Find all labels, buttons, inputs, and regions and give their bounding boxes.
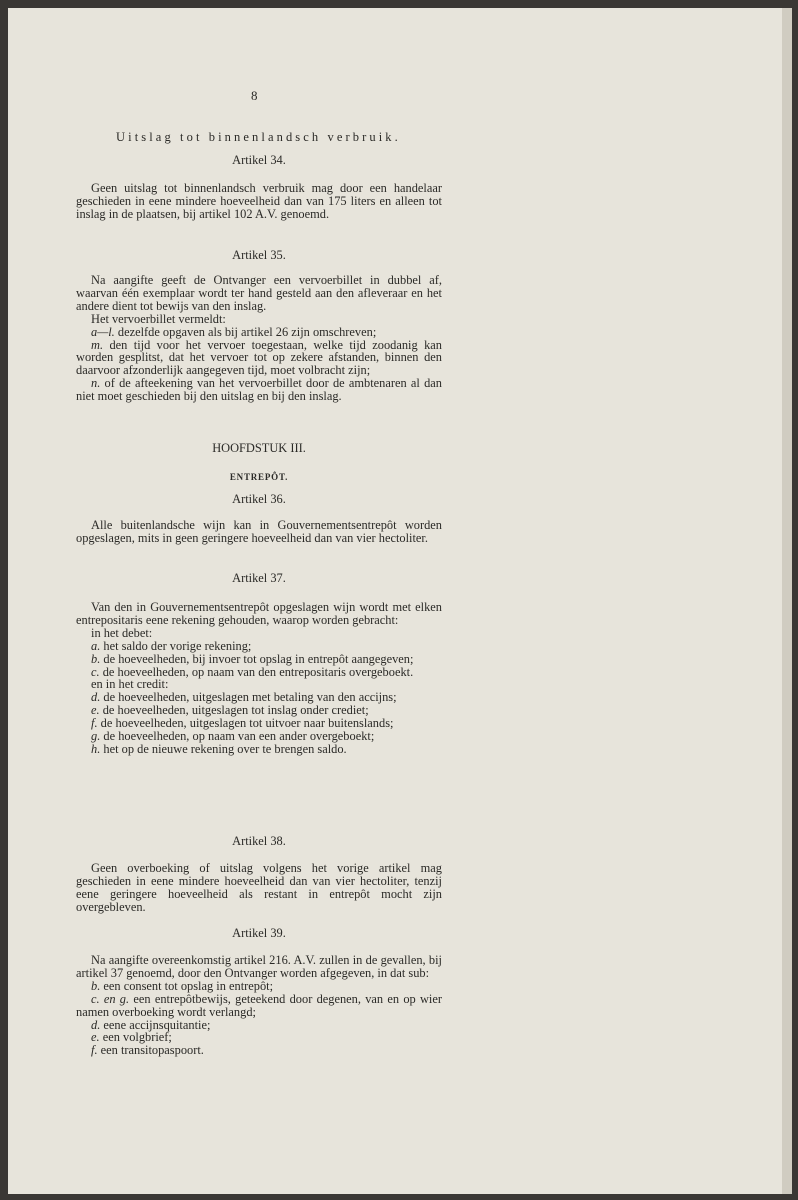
list-item: c. de hoeveelheden, op naam van den entrepositaris overgeboekt. [91, 664, 414, 679]
art36-heading: Artikel 36. [232, 492, 286, 506]
list-item: h. het op de nieuwe rekening over te brengen saldo. [91, 741, 347, 756]
art39-body [76, 954, 442, 1057]
debet-intro: in het debet: [91, 625, 153, 640]
art39-heading: Artikel 39. [232, 926, 286, 940]
section-title: Uitslag tot binnenlandsch verbruik. [116, 130, 401, 144]
list-item: a—l. dezelfde opgaven als bij artikel 26 zijn omschreven; [91, 324, 377, 339]
list-item: g. de hoeveelheden, op naam van een ander overgeboekt; [91, 729, 375, 744]
list-item: b. de hoeveelheden, bij invoer tot opslag in entrepôt aangegeven; [91, 651, 414, 666]
art38-heading: Artikel 38. [232, 834, 286, 848]
art34-heading: Artikel 34. [232, 153, 286, 167]
list-item: d. eene accijnsquitantie; [91, 1017, 211, 1032]
list-item: d. de hoeveelheden, uitgeslagen met betaling van den accijns; [91, 690, 397, 705]
art37-text: Van den in Gouvernementsentrepôt opgeslagen wijn wordt met elken entrepositaris eene rekening gehouden, waarop worden gebracht: [76, 600, 442, 627]
chapter-subheading: ENTREPÔT. [229, 472, 289, 482]
list-item: n. of de afteekening van het vervoerbillet door de ambtenaren al dan niet moet geschieden bij den uitslag en bij den inslag. [76, 376, 442, 404]
list-item: m. den tijd voor het vervoer toegestaan, welke tijd zoodanig kan worden gesplitst, dat het vervoer tot op zekere afstanden, binnen den daarvoor afzonderlijk aangegeven tijd, moet volbracht zijn; [76, 337, 442, 378]
art39-text: Na aangifte overeenkomstig artikel 216. A.V. zullen in de gevallen, bij artikel 37 genoemd, door den Ontvanger worden afgegeven, in dat sub: [76, 953, 442, 980]
credit-intro: en in het credit: [91, 677, 169, 692]
page-number: 8 [251, 88, 258, 103]
list-item: e. de hoeveelheden, uitgeslagen tot inslag onder crediet; [91, 703, 369, 718]
art36-text: Alle buitenlandsche wijn kan in Gouvernementsentrepôt worden opgeslagen, mits in geen geringere hoeveelheid dan van vier hectoliter. [76, 518, 442, 545]
art35-intro: Het vervoerbillet vermeldt: [91, 311, 226, 326]
list-item: a. het saldo der vorige rekening; [91, 638, 252, 653]
list-item: c. en g. een entrepôtbewijs, geteekend door degenen, van en op wier namen overboeking wordt verlangd; [76, 991, 442, 1019]
list-item: f. de hoeveelheden, uitgeslagen tot uitvoer naar buitenslands; [91, 716, 394, 731]
art38-text: Geen overboeking of uitslag volgens het vorige artikel mag geschieden in eene mindere hoeveelheid dan van vier hectoliter, tenzij eene geringere hoeveelheid als restant in entrepôt mocht zijn overgebleven. [76, 861, 442, 914]
list-item: f. een transitopaspoort. [91, 1043, 204, 1058]
art35-body [76, 274, 442, 403]
art37-body [76, 601, 442, 756]
art35-heading: Artikel 35. [232, 248, 286, 262]
art35-text: Na aangifte geeft de Ontvanger een vervoerbillet in dubbel af, waarvan één exemplaar wordt ter hand gesteld aan den afleveraar en het andere dient tot bewijs van den inslag. [76, 273, 442, 313]
art37-heading: Artikel 37. [232, 571, 286, 585]
list-item: b. een consent tot opslag in entrepôt; [91, 978, 274, 993]
list-item: e. een volgbrief; [91, 1030, 172, 1045]
page-edge [782, 8, 792, 1194]
art34-text: Geen uitslag tot binnenlandsch verbruik mag door een handelaar geschieden in eene mindere hoeveelheid dan van 175 liters en alleen tot inslag in de plaatsen, bij artikel 102 A.V. genoemd. [76, 181, 442, 221]
chapter-heading: HOOFDSTUK III. [212, 441, 306, 455]
